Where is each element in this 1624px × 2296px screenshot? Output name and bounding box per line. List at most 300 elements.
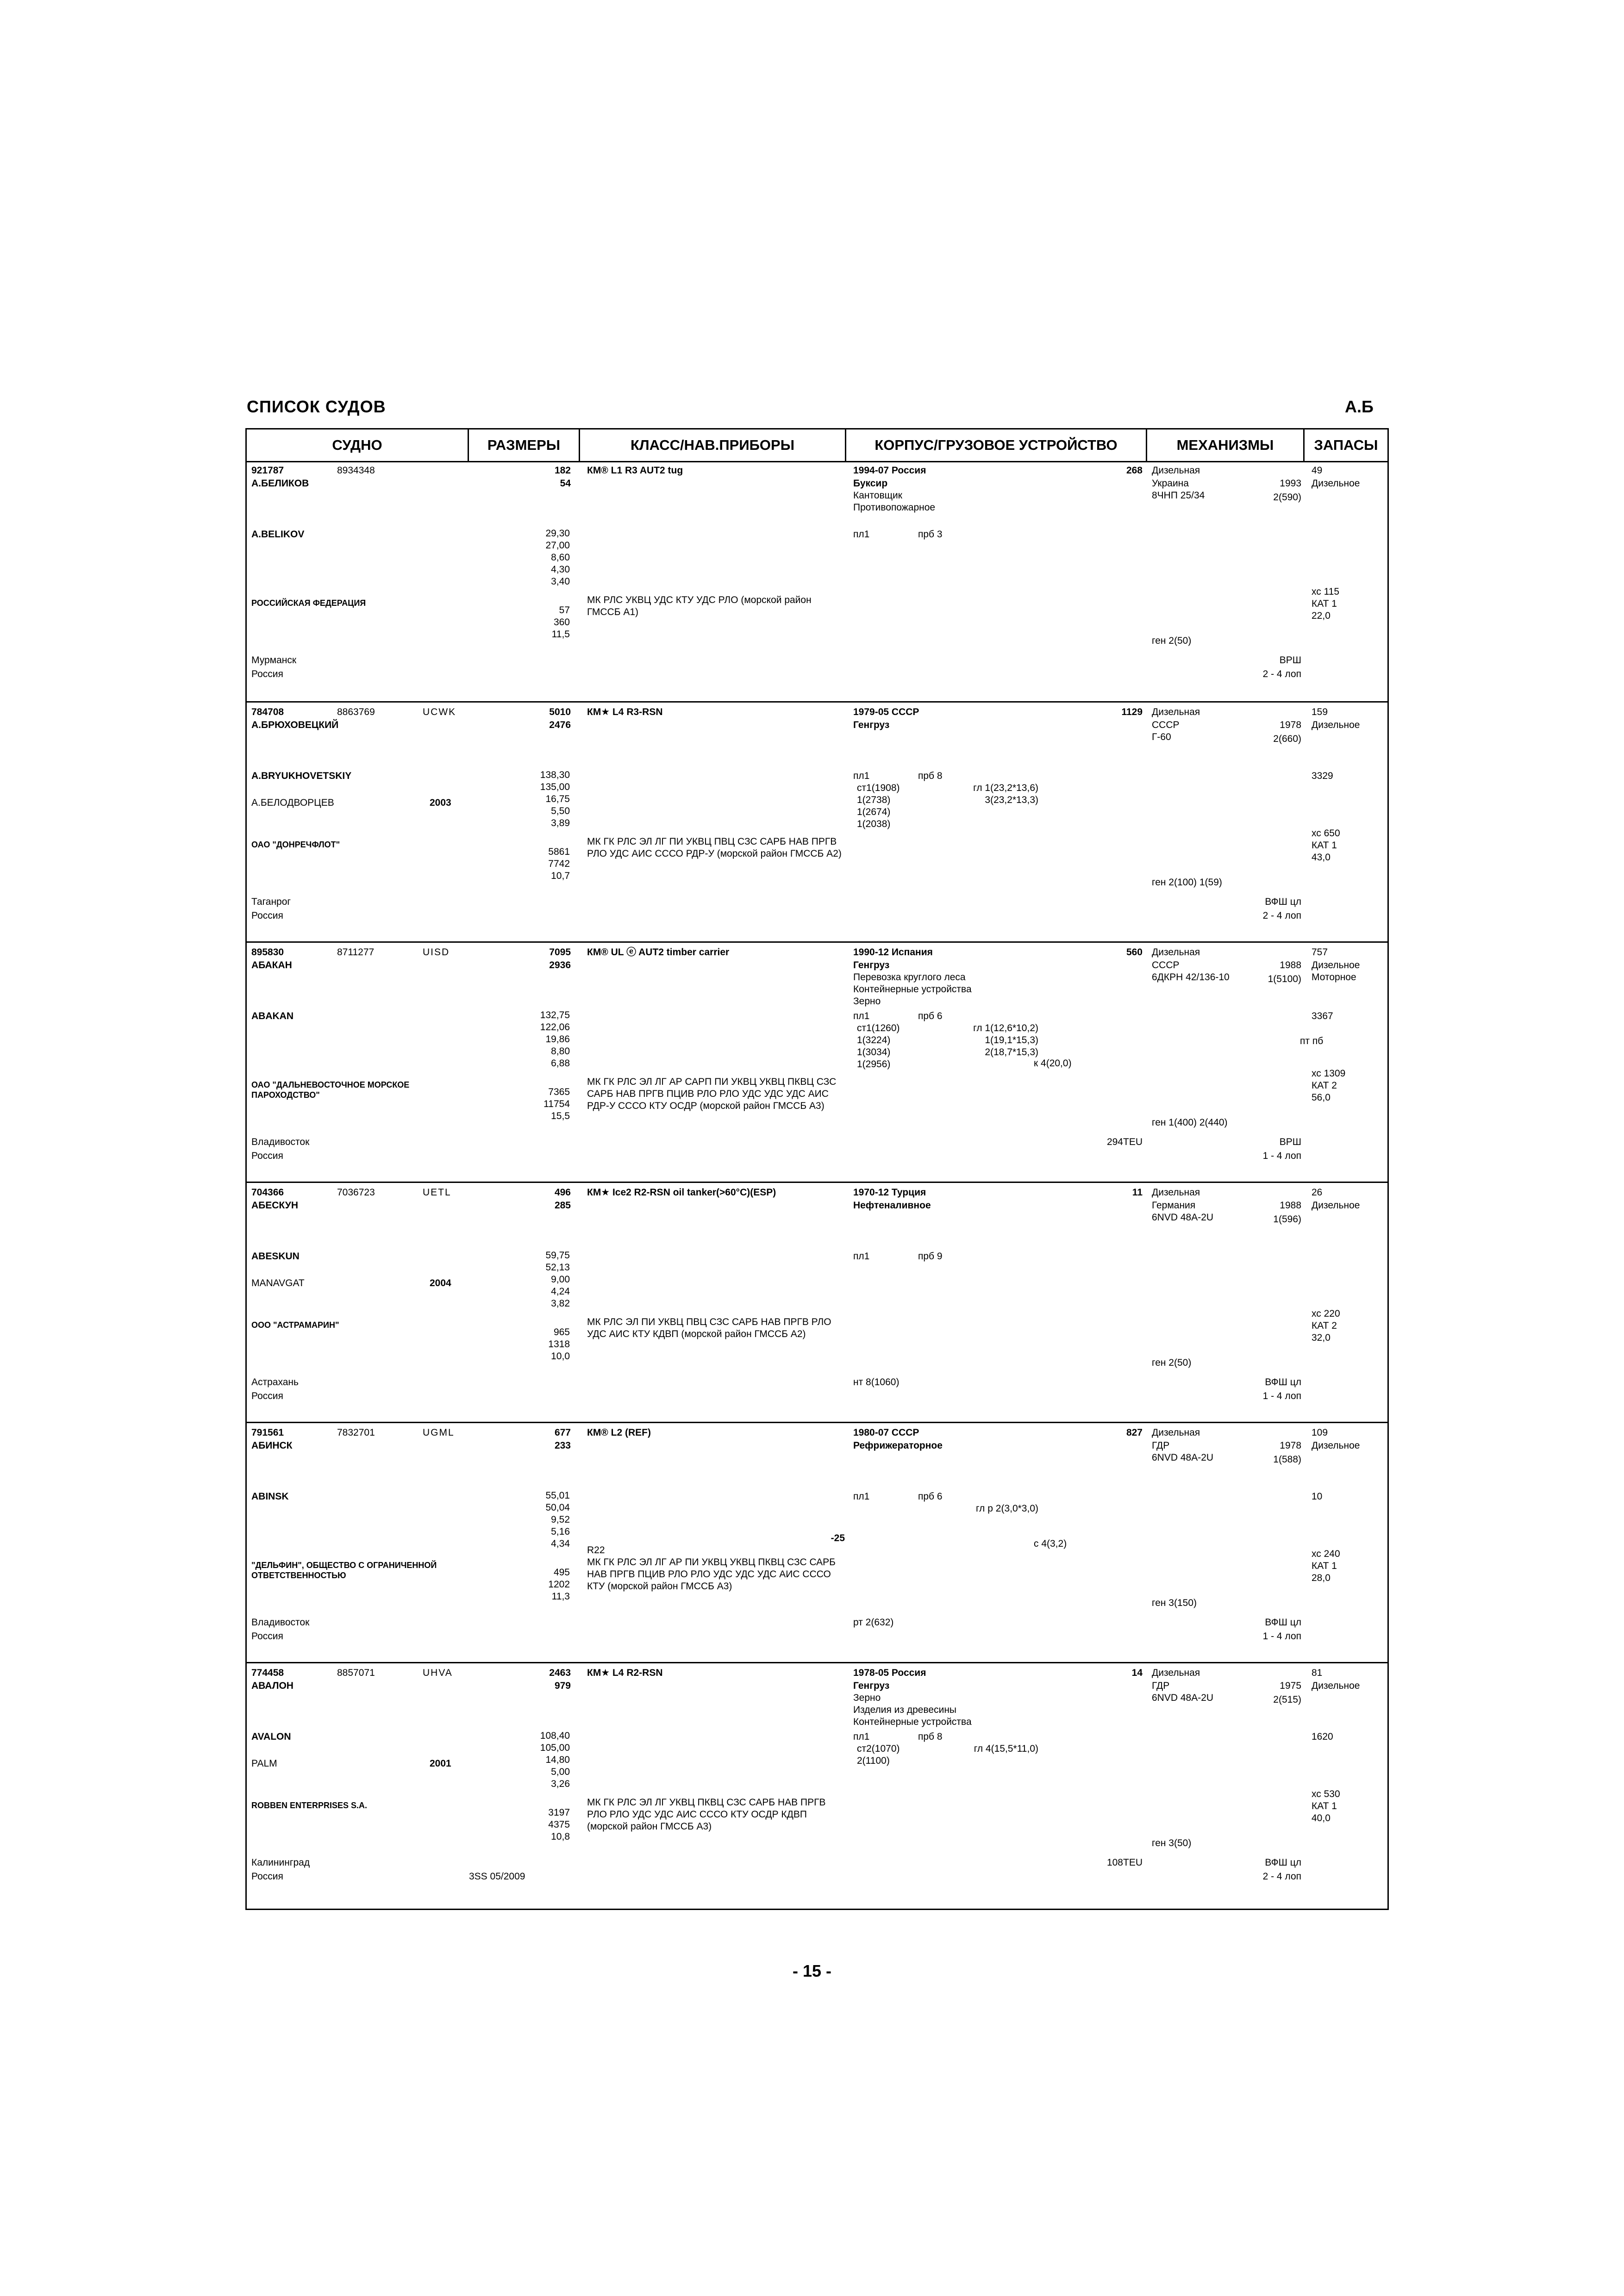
dimension-value: 19,86: [545, 1034, 570, 1045]
hold-value: 2(1100): [857, 1755, 890, 1766]
holds-list: [857, 1022, 900, 1070]
deadweight-value: 10,7: [551, 871, 570, 881]
dimension-value: 55,01: [545, 1490, 570, 1501]
ship-record: [247, 941, 1387, 1183]
refrigeration-value: 40,0: [1312, 1813, 1330, 1823]
temperature: -25: [831, 1533, 845, 1543]
class-notation: КМ★ L4 R3-RSN: [587, 707, 663, 717]
fuel-amount: 81: [1312, 1668, 1323, 1678]
class-extra: R22: [587, 1545, 605, 1556]
refrigeration-capacity: хс 115: [1312, 586, 1340, 597]
imo-number: 8857071: [337, 1668, 375, 1678]
former-name: А.БЕЛОДВОРЦЕВ: [251, 797, 334, 808]
hatch-value: гл р 2(3,0*3,0): [975, 1503, 1038, 1514]
engine-type: Дизельная: [1152, 947, 1200, 958]
class-notation: КМ★ L4 R2-RSN: [587, 1668, 663, 1678]
engine-type: Дизельная: [1152, 1668, 1200, 1678]
hull-number: 11: [1132, 1187, 1143, 1198]
dimension-value: 4,24: [551, 1286, 570, 1297]
gross-tonnage: 5010: [549, 707, 571, 717]
net-tonnage: 285: [554, 1200, 571, 1211]
ship-type: Противопожарное: [853, 502, 936, 513]
deadweight-value: 3197: [548, 1807, 570, 1818]
refrigeration-value: 32,0: [1312, 1332, 1330, 1343]
cargo-note: рт 2(632): [853, 1617, 894, 1628]
flag-country: Россия: [251, 1391, 283, 1401]
fuel2-amount: 1620: [1312, 1731, 1333, 1742]
dimensions-list: [469, 1009, 570, 1070]
engine-model: 6NVD 48A-2U: [1152, 1692, 1214, 1703]
blades: 1 - 4 лоп: [1262, 1631, 1301, 1642]
reg-number: 774458: [251, 1668, 284, 1678]
cargo-note: нт 8(1060): [853, 1377, 899, 1388]
fuel2-type: Моторное: [1312, 972, 1356, 983]
dimension-value: 108,40: [540, 1730, 570, 1741]
generators: ген 3(150): [1152, 1598, 1197, 1608]
engine-type: Дизельная: [1152, 1187, 1200, 1198]
engine-model: 8ЧНП 25/34: [1152, 490, 1205, 501]
hatch-value: гл 4(15,5*11,0): [974, 1743, 1038, 1754]
deadweight-list: [469, 604, 570, 641]
hatch-value: 1(19,1*15,3): [985, 1035, 1038, 1045]
dimensions-list: [469, 1250, 570, 1310]
navigation-equipment: МК ГК РЛС ЭЛ ЛГ АР САРП ПИ УКВЦ УКВЦ ПКВЦ СЗС САРБ НАВ ПРГВ ПЦИВ РЛО РЛО УДС УДС УДС АИС РДР-У СССО КТУ ОСДР (морской район ГМССБ А3): [587, 1076, 837, 1111]
hold-value: 1(2038): [857, 819, 891, 829]
engine-year: 1978: [1280, 1440, 1301, 1451]
refrigeration-category: КАТ 1: [1312, 598, 1337, 609]
engine-type: Дизельная: [1152, 1427, 1200, 1438]
refrigeration-capacity: хс 1309: [1312, 1068, 1346, 1079]
propeller: ВФШ цл: [1265, 1857, 1301, 1868]
bulkheads: прб 8: [918, 771, 943, 781]
dimension-value: 14,80: [545, 1755, 570, 1765]
refrigeration-category: КАТ 2: [1312, 1080, 1337, 1091]
imo-number: 8711277: [337, 947, 375, 958]
dimensions-list: [469, 528, 570, 588]
deadweight-value: 4375: [548, 1819, 570, 1830]
ship-types: [853, 1680, 972, 1728]
flag-country: Россия: [251, 1151, 283, 1161]
blades: 2 - 4 лоп: [1262, 1871, 1301, 1882]
home-port: Владивосток: [251, 1617, 310, 1628]
propeller: ВФШ цл: [1265, 896, 1301, 907]
hatch-value: гл 1(12,6*10,2): [973, 1023, 1038, 1033]
decks: пл1: [853, 771, 870, 781]
net-tonnage: 2936: [549, 960, 571, 971]
fuel-type: Дизельное: [1312, 1200, 1360, 1211]
deadweight-value: 11,5: [551, 629, 570, 640]
gross-tonnage: 182: [554, 465, 571, 476]
ship-name: АБЕСКУН: [251, 1200, 299, 1211]
blades: 1 - 4 лоп: [1262, 1391, 1301, 1401]
refrigeration-value: 43,0: [1312, 852, 1330, 863]
fuel-type: Дизельное: [1312, 960, 1360, 971]
latin-name: ABAKAN: [251, 1011, 294, 1021]
refrigeration-category: КАТ 1: [1312, 1561, 1337, 1571]
deadweight-value: 7365: [548, 1087, 570, 1097]
refrigeration-capacity: хс 220: [1312, 1308, 1340, 1319]
class-notation: КМ★ Ice2 R2-RSN oil tanker(>60°С)(ESP): [587, 1187, 776, 1198]
ship-name: АБИНСК: [251, 1440, 293, 1451]
column-header-dimensions: РАЗМЕРЫ: [469, 429, 580, 461]
deadweight-value: 15,5: [551, 1111, 570, 1121]
deadweight-value: 495: [553, 1567, 570, 1578]
engine-country: СССР: [1152, 960, 1180, 971]
deadweight-value: 11754: [543, 1099, 570, 1109]
dimension-value: 9,00: [551, 1274, 570, 1285]
engine-year: 1988: [1280, 1200, 1301, 1211]
refrigeration-capacity: хс 240: [1312, 1549, 1340, 1559]
net-tonnage: 2476: [549, 720, 571, 730]
ship-types: [853, 1200, 931, 1212]
blades: 1 - 4 лоп: [1262, 1151, 1301, 1161]
net-tonnage: 233: [554, 1440, 571, 1451]
engine-power: 1(588): [1273, 1454, 1301, 1465]
dimension-value: 3,40: [551, 576, 570, 587]
build-info: 1970-12 Турция: [853, 1187, 926, 1198]
fuel-type: Дизельное: [1312, 1440, 1360, 1451]
ship-type: Контейнерные устройства: [853, 1717, 972, 1727]
deadweight-value: 1202: [548, 1579, 570, 1590]
class-notation: КМ® UL ⓔ AUT2 timber carrier: [587, 947, 730, 958]
dimension-value: 52,13: [545, 1262, 570, 1273]
deadweight-value: 5861: [548, 846, 570, 857]
ship-record: [247, 461, 1387, 701]
net-tonnage: 54: [560, 478, 571, 489]
latin-name: ABINSK: [251, 1491, 289, 1502]
imo-number: 7036723: [337, 1187, 375, 1198]
page-letter: А.Б: [1345, 397, 1374, 416]
engine-type: Дизельная: [1152, 707, 1200, 717]
home-port: Мурманск: [251, 655, 297, 666]
ship-name: А.БРЮХОВЕЦКИЙ: [251, 720, 339, 730]
navigation-equipment: МК ГК РЛС ЭЛ ЛГ ПИ УКВЦ ПВЦ СЗС САРБ НАВ ПРГВ РЛО УДС АИС СССО РДР-У (морской район ГМССБ А2): [587, 836, 842, 859]
navigation-equipment: МК ГК РЛС ЭЛ ЛГ АР ПИ УКВЦ УКВЦ ПКВЦ СЗС САРБ НАВ ПРГВ ПЦИВ РЛО РЛО УДС УДС УДС АИС СССО КТУ (морской район ГМССБ А3): [587, 1557, 836, 1592]
home-port: Владивосток: [251, 1137, 310, 1147]
fuel-type: Дизельное: [1312, 478, 1360, 489]
bulkheads: прб 9: [918, 1251, 943, 1262]
engine-model: Г-60: [1152, 732, 1171, 742]
propeller: ВРШ: [1279, 1137, 1301, 1147]
bulkheads: прб 8: [918, 1731, 943, 1742]
deadweight-value: 1318: [548, 1339, 570, 1350]
dimension-value: 9,52: [551, 1514, 570, 1525]
ship-types: [853, 478, 935, 514]
dimension-value: 3,26: [551, 1779, 570, 1789]
table-header: [247, 429, 1387, 462]
class-notation: КМ® L1 R3 AUT2 tug: [587, 465, 683, 476]
column-header-machinery: МЕХАНИЗМЫ: [1147, 429, 1305, 461]
generators: ген 1(400) 2(440): [1152, 1117, 1228, 1128]
ship-record: [247, 1422, 1387, 1663]
ship-record: [247, 1662, 1387, 1904]
deadweight-list: [469, 1567, 570, 1603]
hull-number: 14: [1131, 1668, 1143, 1678]
hatch-list: [927, 782, 1038, 806]
bulkheads: прб 3: [918, 529, 943, 540]
reg-number: 784708: [251, 707, 284, 717]
imo-number: 8934348: [337, 465, 375, 476]
former-name-year: 2004: [430, 1278, 451, 1288]
fuel-amount: 49: [1312, 465, 1323, 476]
owner: ОАО "ДАЛЬНЕВОСТОЧНОЕ МОРСКОЕ ПАРОХОДСТВО": [251, 1080, 410, 1100]
reg-number: 921787: [251, 465, 284, 476]
dimension-value: 29,30: [545, 528, 570, 539]
refrigeration-category: КАТ 1: [1312, 1801, 1337, 1811]
deadweight-list: [469, 1807, 570, 1843]
engine-year: 1975: [1280, 1680, 1301, 1691]
hatch-value: 3(23,2*13,3): [985, 795, 1038, 805]
refrigeration-category: КАТ 2: [1312, 1320, 1337, 1331]
latin-name: AVALON: [251, 1731, 291, 1742]
dimensions-list: [469, 769, 570, 829]
dimension-value: 122,06: [540, 1022, 570, 1033]
dimension-value: 50,04: [545, 1502, 570, 1513]
dimension-value: 4,30: [551, 564, 570, 575]
build-info: 1994-07 Россия: [853, 465, 926, 476]
deadweight-value: 7742: [548, 859, 570, 869]
ship-type: Генгруз: [853, 960, 890, 971]
call-sign: UETL: [423, 1187, 451, 1198]
build-info: 1979-05 СССР: [853, 707, 919, 717]
dimension-value: 105,00: [540, 1742, 570, 1753]
ship-name: А.БЕЛИКОВ: [251, 478, 309, 489]
owner: "ДЕЛЬФИН", ОБЩЕСТВО С ОГРАНИЧЕННОЙ ОТВЕТСТВЕННОСТЬЮ: [251, 1561, 437, 1580]
hatch-list: [927, 1743, 1038, 1755]
ship-type: Генгруз: [853, 1680, 890, 1691]
call-sign: UGML: [423, 1427, 455, 1438]
dimension-value: 135,00: [540, 782, 570, 792]
hold-value: 1(2674): [857, 807, 891, 817]
former-name-year: 2001: [430, 1758, 451, 1769]
refrigeration-category: КАТ 1: [1312, 840, 1337, 851]
call-sign: UHVA: [423, 1668, 453, 1678]
holds-list: [857, 782, 900, 830]
deadweight-value: 10,8: [551, 1831, 570, 1842]
class-notation: КМ® L2 (REF): [587, 1427, 651, 1438]
gross-tonnage: 496: [554, 1187, 571, 1198]
dimension-value: 6,88: [551, 1058, 570, 1069]
former-name-year: 2003: [430, 797, 451, 808]
build-info: 1978-05 Россия: [853, 1668, 926, 1678]
owner: ООО "АСТРАМАРИН": [251, 1320, 339, 1330]
page-title: СПИСОК СУДОВ: [247, 397, 386, 416]
decks: пл1: [853, 1251, 870, 1262]
engine-model: 6ДКРН 42/136-10: [1152, 972, 1230, 983]
engine-year: 1978: [1280, 720, 1301, 730]
build-info: 1990-12 Испания: [853, 947, 933, 958]
refrigeration-capacity: хс 530: [1312, 1789, 1340, 1799]
engine-power: 2(660): [1273, 734, 1301, 744]
blades: 2 - 4 лоп: [1262, 910, 1301, 921]
generators: ген 2(50): [1152, 635, 1192, 646]
ship-type: Генгруз: [853, 720, 890, 730]
call-sign: UCWK: [423, 707, 456, 717]
column-header-stores: ЗАПАСЫ: [1314, 437, 1378, 453]
latin-name: A.BRYUKHOVETSKIY: [251, 771, 352, 781]
ship-type: Зерно: [853, 1692, 881, 1703]
owner: ОАО "ДОНРЕЧФЛОТ": [251, 840, 340, 849]
reg-number: 895830: [251, 947, 284, 958]
fuel2-amount: 3367: [1312, 1011, 1333, 1021]
engine-type: Дизельная: [1152, 465, 1200, 476]
deadweight-value: 11,3: [551, 1591, 570, 1602]
dimension-value: 138,30: [540, 770, 570, 780]
decks: пл1: [853, 1731, 870, 1742]
hull-number: 827: [1126, 1427, 1143, 1438]
column-header-class: КЛАСС/НАВ.ПРИБОРЫ: [580, 429, 846, 461]
imo-number: 8863769: [337, 707, 375, 717]
reg-number: 791561: [251, 1427, 284, 1438]
dimension-value: 16,75: [545, 794, 570, 804]
engine-power: 2(590): [1273, 492, 1301, 503]
blades: 2 - 4 лоп: [1262, 669, 1301, 679]
deadweight-value: 965: [553, 1327, 570, 1338]
navigation-equipment: МК ГК РЛС ЭЛ ЛГ УКВЦ ПКВЦ СЗС САРБ НАВ ПРГВ РЛО РЛО УДС УДС АИС СССО КТУ ОСДР КДВП (морской район ГМССБ А3): [587, 1797, 826, 1832]
dimension-value: 5,50: [551, 806, 570, 816]
ship-type: Буксир: [853, 478, 888, 489]
decks: пл1: [853, 1491, 870, 1502]
dimension-value: 4,34: [551, 1538, 570, 1549]
dimension-value: 59,75: [545, 1250, 570, 1261]
engine-model: 6NVD 48A-2U: [1152, 1212, 1214, 1223]
fuel-type: Дизельное: [1312, 1680, 1360, 1691]
hatch-list: [927, 1022, 1038, 1058]
hatch-value: гл 1(23,2*13,6): [973, 783, 1038, 793]
generators: ген 2(100) 1(59): [1152, 877, 1222, 888]
dimension-value: 27,00: [545, 540, 570, 551]
holds-list: [857, 1743, 900, 1767]
ship-type: Зерно: [853, 996, 881, 1007]
dimensions-list: [469, 1730, 570, 1790]
refrigeration-value: 22,0: [1312, 610, 1330, 621]
decks: пл1: [853, 529, 870, 540]
fuel-type: Дизельное: [1312, 720, 1360, 730]
net-tonnage: 979: [554, 1680, 571, 1691]
engine-country: Украина: [1152, 478, 1189, 489]
engine-country: ГДР: [1152, 1440, 1170, 1451]
ship-name: АБАКАН: [251, 960, 292, 971]
hull-number: 1129: [1121, 707, 1143, 717]
ship-types: [853, 719, 889, 731]
column-header-hull: КОРПУС/ГРУЗОВОЕ УСТРОЙСТВО: [846, 429, 1147, 461]
hold-value: 1(3034): [857, 1047, 891, 1058]
latin-name: A.BELIKOV: [251, 529, 305, 540]
column-header-vessel: СУДНО: [247, 429, 469, 461]
fuel-amount: 159: [1312, 707, 1328, 717]
engine-year: 1988: [1280, 960, 1301, 971]
fuel-amount: 109: [1312, 1427, 1328, 1438]
teu-capacity: 108TEU: [1106, 1857, 1143, 1868]
refrigeration-value: 28,0: [1312, 1573, 1330, 1583]
propeller: ВФШ цл: [1265, 1377, 1301, 1388]
engine-country: ГДР: [1152, 1680, 1170, 1691]
bulkheads: прб 6: [918, 1011, 943, 1021]
deadweight-list: [469, 1086, 570, 1122]
navigation-equipment: МК РЛС ЭЛ ПИ УКВЦ ПВЦ СЗС САРБ НАВ ПРГВ РЛО УДС АИС КТУ КДВП (морской район ГМССБ А2): [587, 1317, 831, 1339]
deadweight-value: 360: [553, 617, 570, 628]
latin-name: ABESKUN: [251, 1251, 300, 1262]
former-name: PALM: [251, 1758, 277, 1769]
fuel-amount: 26: [1312, 1187, 1323, 1198]
bulkheads: прб 6: [918, 1491, 943, 1502]
home-port: Калининград: [251, 1857, 310, 1868]
propeller: ВРШ: [1279, 655, 1301, 666]
owner: ROBBEN ENTERPRISES S.A.: [251, 1801, 368, 1810]
hull-number: 268: [1126, 465, 1143, 476]
fuel2-amount: 10: [1312, 1491, 1323, 1502]
flag-country: Россия: [251, 669, 283, 679]
owner: РОССИЙСКАЯ ФЕДЕРАЦИЯ: [251, 598, 366, 608]
home-port: Астрахань: [251, 1377, 299, 1388]
flag-country: Россия: [251, 1871, 283, 1882]
reg-number: 704366: [251, 1187, 284, 1198]
engine-model: 6NVD 48A-2U: [1152, 1452, 1214, 1463]
gross-tonnage: 7095: [549, 947, 571, 958]
deadweight-value: 10,0: [551, 1351, 570, 1362]
hatch-value: 2(18,7*15,3): [985, 1047, 1038, 1058]
hatch-list: [927, 1503, 1038, 1515]
ship-type: Перевозка круглого леса: [853, 972, 966, 983]
ship-register-table: [245, 428, 1389, 1910]
refrigeration-value: 56,0: [1312, 1092, 1330, 1103]
dimension-value: 5,16: [551, 1526, 570, 1537]
former-name: MANAVGAT: [251, 1278, 305, 1288]
imo-number: 7832701: [337, 1427, 375, 1438]
dimension-value: 132,75: [540, 1010, 570, 1020]
decks: пл1: [853, 1011, 870, 1021]
hatch-extra: с 4(3,2): [1034, 1538, 1067, 1549]
hatch-extra: к 4(20,0): [1034, 1058, 1072, 1069]
hold-value: 1(3224): [857, 1035, 891, 1045]
page-number: - 15 -: [792, 1961, 832, 1980]
ship-record: [247, 701, 1387, 943]
dimension-value: 8,60: [551, 552, 570, 563]
hold-value: ст1(1908): [857, 783, 900, 793]
ship-type: Изделия из древесины: [853, 1705, 957, 1715]
ship-record: [247, 1182, 1387, 1423]
hold-value: ст2(1070): [857, 1743, 900, 1754]
ship-type: Кантовщик: [853, 490, 902, 501]
ship-type: Нефтеналивное: [853, 1200, 931, 1211]
deadweight-list: [469, 1326, 570, 1363]
engine-power: 1(596): [1273, 1214, 1301, 1225]
engine-power: 1(5100): [1268, 974, 1301, 984]
hold-value: 1(2738): [857, 795, 891, 805]
gross-tonnage: 677: [554, 1427, 571, 1438]
home-port: Таганрог: [251, 896, 291, 907]
ship-name: АВАЛОН: [251, 1680, 294, 1691]
dimension-value: 3,89: [551, 818, 570, 828]
dimensions-list: [469, 1490, 570, 1550]
hull-number: 560: [1126, 947, 1143, 958]
hold-value: 1(2956): [857, 1059, 891, 1070]
fuel-amount: 757: [1312, 947, 1328, 958]
navigation-equipment: МК РЛС УКВЦ УДС КТУ УДС РЛО (морской район ГМССБ А1): [587, 595, 812, 617]
dimension-value: 3,82: [551, 1298, 570, 1309]
gross-tonnage: 2463: [549, 1668, 571, 1678]
ship-types: [853, 1440, 943, 1452]
flag-country: Россия: [251, 910, 283, 921]
generators: ген 3(50): [1152, 1838, 1192, 1848]
refrigeration-capacity: хс 650: [1312, 828, 1340, 839]
dimension-value: 5,00: [551, 1767, 570, 1777]
generators: ген 2(50): [1152, 1357, 1192, 1368]
propeller: ВФШ цл: [1265, 1617, 1301, 1628]
deadweight-list: [469, 846, 570, 882]
engine-year: 1993: [1280, 478, 1301, 489]
build-info: 1980-07 СССР: [853, 1427, 919, 1438]
